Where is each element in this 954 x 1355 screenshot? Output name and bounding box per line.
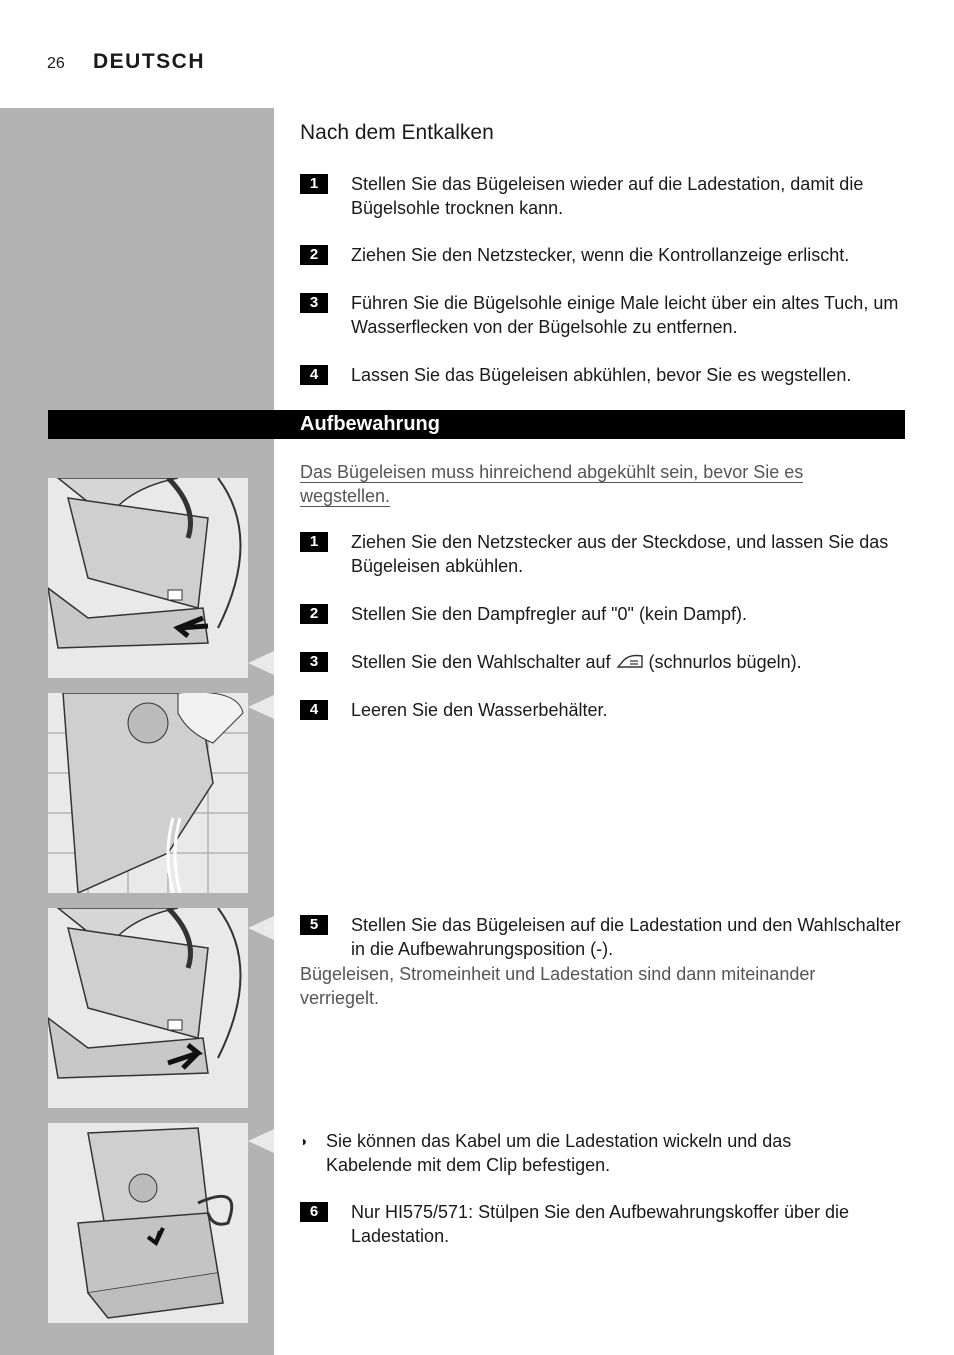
page-number: 26 xyxy=(47,55,65,72)
bullet-text: Sie können das Kabel um die Ladestation wickeln und das Kabelende mit dem Clip befestigen. xyxy=(326,1131,792,1175)
storage-step-1 xyxy=(300,530,910,578)
step-text xyxy=(351,650,910,674)
figure-pointer xyxy=(248,916,274,940)
illustration-storage-case xyxy=(48,1123,248,1323)
after-step-4 xyxy=(300,363,910,387)
section-bar xyxy=(48,410,905,439)
figure-pointer xyxy=(248,651,274,675)
storage-step-5 xyxy=(300,913,910,961)
step-number: 4 xyxy=(300,700,328,720)
illustration-lock-position xyxy=(48,908,248,1108)
step-number: 4 xyxy=(300,365,328,385)
step-5-note: Bügeleisen, Stromeinheit und Ladestation sind dann miteinander verriegelt. xyxy=(300,964,816,1008)
section-heading-after-descaling: Nach dem Entkalken xyxy=(300,121,494,144)
after-step-2 xyxy=(300,243,910,267)
step-number: 3 xyxy=(300,652,328,672)
tip-bullet xyxy=(300,1129,860,1177)
storage-step-2 xyxy=(300,602,910,626)
section-title-storage: Aufbewahrung xyxy=(300,413,440,435)
step-number: 6 xyxy=(300,1202,328,1222)
bullet-mark: ◗ xyxy=(300,1133,309,1149)
illustration-unplug-iron xyxy=(48,478,248,678)
step-text: Leeren Sie den Wasserbehälter. xyxy=(351,700,608,720)
storage-step-4 xyxy=(300,698,910,722)
storage-step-3 xyxy=(300,650,910,674)
step-text: Stellen Sie den Dampfregler auf "0" (kein Dampf). xyxy=(351,604,747,624)
step-text-before: Stellen Sie den Wahlschalter auf xyxy=(351,652,611,672)
figure-pointer xyxy=(248,695,274,719)
storage-step-6 xyxy=(300,1200,910,1248)
step-text: Lassen Sie das Bügeleisen abkühlen, bevor Sie es wegstellen. xyxy=(351,365,852,385)
step-text: Führen Sie die Bügelsohle einige Male leicht über ein altes Tuch, um Wasserflecken von der Bügelsohle zu entfernen. xyxy=(351,293,899,337)
figure-pointer xyxy=(248,1129,274,1153)
step-text: Nur HI575/571: Stülpen Sie den Aufbewahrungskoffer über die Ladestation. xyxy=(351,1202,850,1246)
after-step-1 xyxy=(300,172,910,220)
step-text: Ziehen Sie den Netzstecker, wenn die Kontrollanzeige erlischt. xyxy=(351,245,850,265)
step-number: 2 xyxy=(300,604,328,624)
step-number: 3 xyxy=(300,293,328,313)
language-heading: DEUTSCH xyxy=(93,50,206,73)
step-text-after: (schnurlos bügeln). xyxy=(648,652,802,672)
step-text: Stellen Sie das Bügeleisen auf die Ladestation und den Wahlschalter in die Aufbewahrungsposition (-). xyxy=(351,915,901,959)
step-text: Ziehen Sie den Netzstecker aus der Steckdose, und lassen Sie das Bügeleisen abkühlen. xyxy=(351,532,889,576)
step-number: 5 xyxy=(300,915,328,935)
step-number: 2 xyxy=(300,245,328,265)
illustration-empty-water-tank xyxy=(48,693,248,893)
step-number: 1 xyxy=(300,532,328,552)
cordless-ironing-icon xyxy=(616,652,644,670)
after-step-3 xyxy=(300,291,910,339)
step-number: 1 xyxy=(300,174,328,194)
caution-notice xyxy=(300,460,860,508)
step-text: Stellen Sie das Bügeleisen wieder auf die Ladestation, damit die Bügelsohle trocknen kann. xyxy=(351,174,864,218)
caution-notice-text: Das Bügeleisen muss hinreichend abgekühlt sein, bevor Sie es wegstellen. xyxy=(300,462,804,506)
